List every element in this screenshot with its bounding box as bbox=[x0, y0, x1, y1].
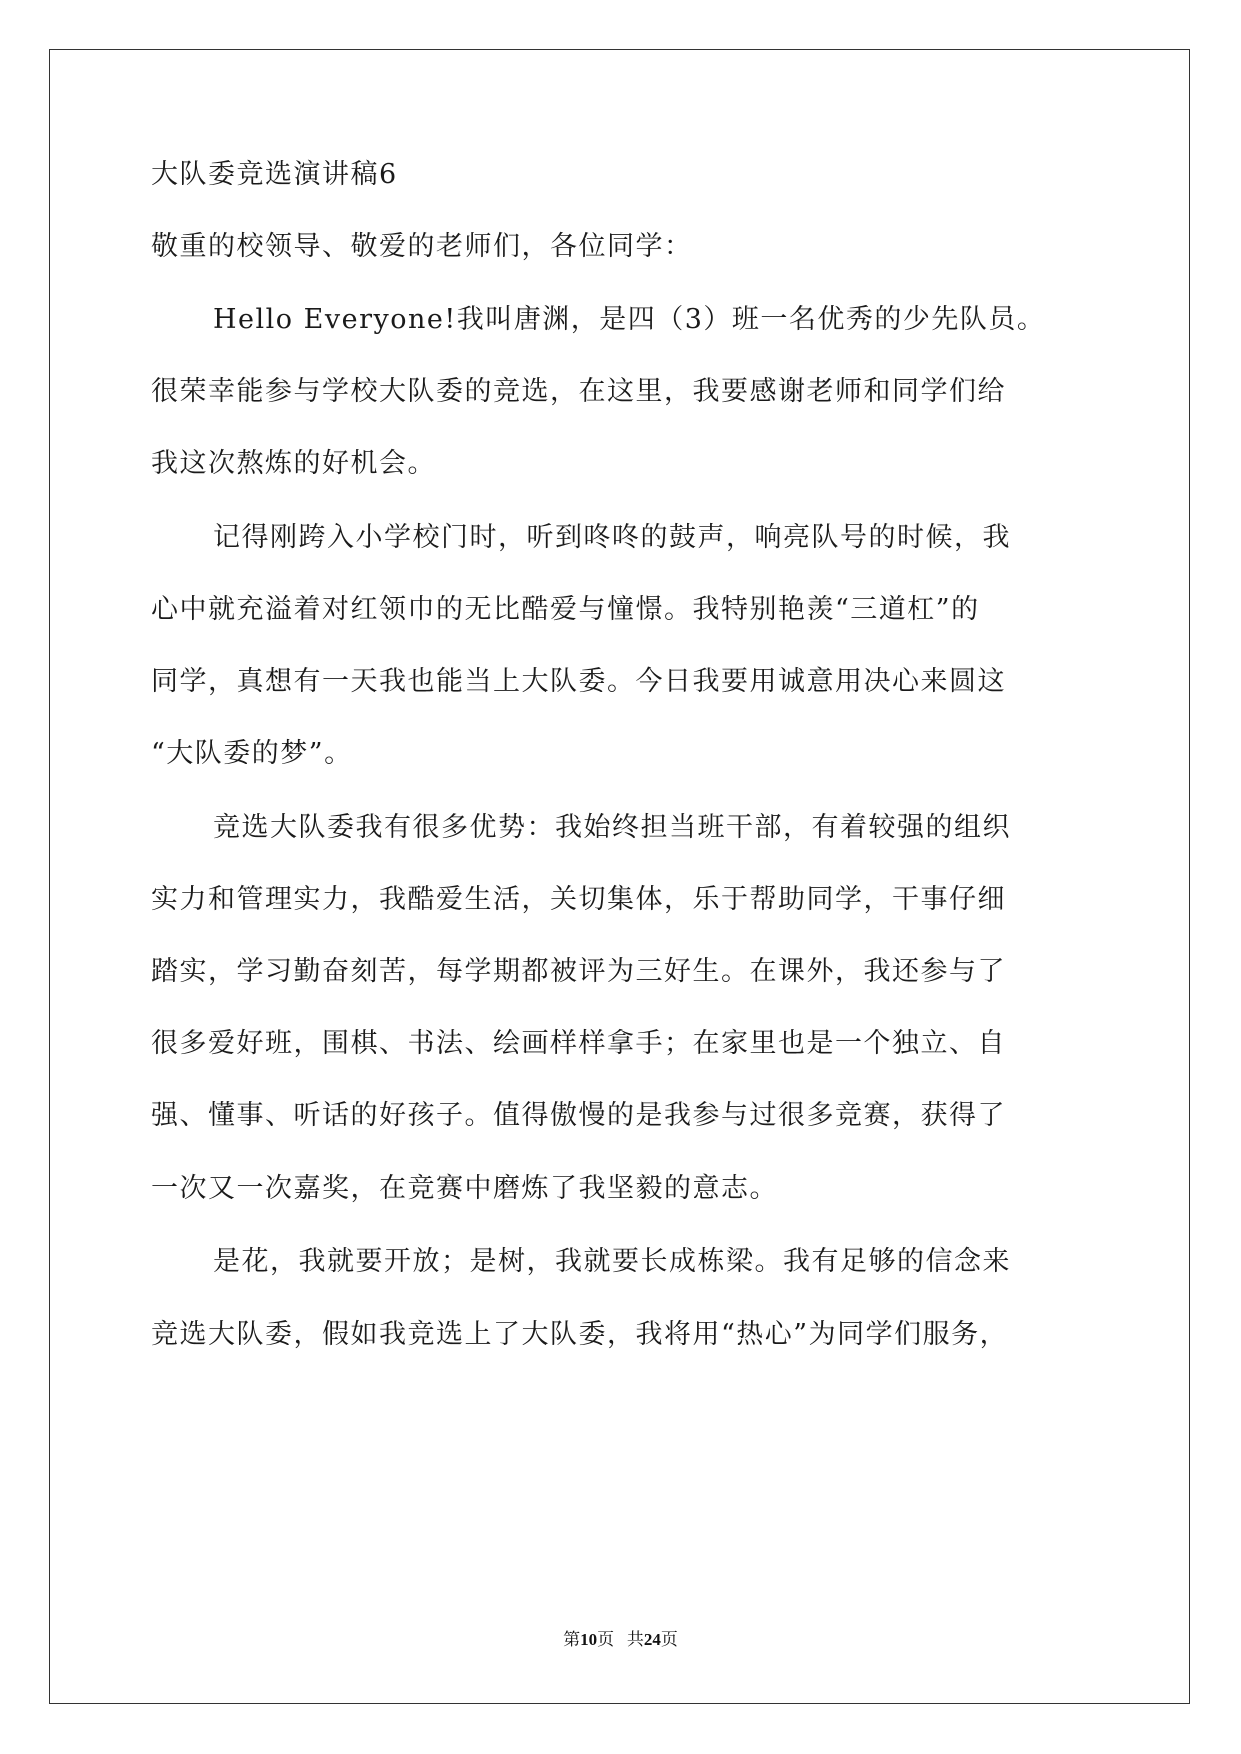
page-border bbox=[49, 49, 1190, 1704]
paragraph-1-line-1: Hello Everyone!我叫唐渊，是四（3）班一名优秀的少先队员。 bbox=[213, 304, 1046, 335]
greeting: 敬重的校领导、敬爱的老师们，各位同学： bbox=[151, 231, 693, 262]
paragraph-2-line-3: 同学，真想有一天我也能当上大队委。今日我要用诚意用决心来圆这 bbox=[151, 666, 1006, 697]
footer-total-prefix: 共 bbox=[626, 1630, 644, 1649]
footer-prefix: 第 bbox=[563, 1630, 581, 1649]
paragraph-1-line-2: 很荣幸能参与学校大队委的竞选，在这里，我要感谢老师和同学们给 bbox=[151, 376, 1006, 407]
paragraph-3-line-4: 很多爱好班，围棋、书法、绘画样样拿手；在家里也是一个独立、自 bbox=[151, 1028, 1006, 1059]
document-title: 大队委竞选演讲稿6 bbox=[151, 159, 398, 190]
page-footer bbox=[0, 1625, 1241, 1650]
paragraph-3-line-6: 一次又一次嘉奖，在竞赛中磨炼了我坚毅的意志。 bbox=[151, 1173, 778, 1204]
paragraph-4-line-2: 竞选大队委，假如我竞选上了大队委，我将用“热心”为同学们服务， bbox=[151, 1319, 1009, 1350]
paragraph-4-line-1: 是花，我就要开放；是树，我就要长成栋梁。我有足够的信念来 bbox=[213, 1246, 1011, 1277]
total-pages-number: 24 bbox=[643, 1630, 661, 1649]
paragraph-2-line-2: 心中就充溢着对红领巾的无比酷爱与憧憬。我特别艳羡“三道杠”的 bbox=[151, 594, 980, 625]
paragraph-2-line-4: “大队委的梦”。 bbox=[151, 738, 353, 769]
paragraph-3-line-3: 踏实，学习勤奋刻苦，每学期都被评为三好生。在课外，我还参与了 bbox=[151, 956, 1006, 987]
paragraph-1-line-3: 我这次熬炼的好机会。 bbox=[151, 448, 436, 479]
paragraph-3-line-2: 实力和管理实力，我酷爱生活，关切集体，乐于帮助同学，干事仔细 bbox=[151, 884, 1006, 915]
paragraph-3-line-5: 强、懂事、听话的好孩子。值得傲慢的是我参与过很多竞赛，获得了 bbox=[151, 1100, 1006, 1131]
current-page-number: 10 bbox=[580, 1630, 598, 1649]
paragraph-2-line-1: 记得刚跨入小学校门时，听到咚咚的鼓声，响亮队号的时候，我 bbox=[213, 522, 1011, 553]
paragraph-3-line-1: 竞选大队委我有很多优势：我始终担当班干部，有着较强的组织 bbox=[213, 812, 1011, 843]
footer-total-suffix: 页 bbox=[660, 1630, 678, 1649]
footer-page-suffix: 页 bbox=[597, 1630, 615, 1649]
